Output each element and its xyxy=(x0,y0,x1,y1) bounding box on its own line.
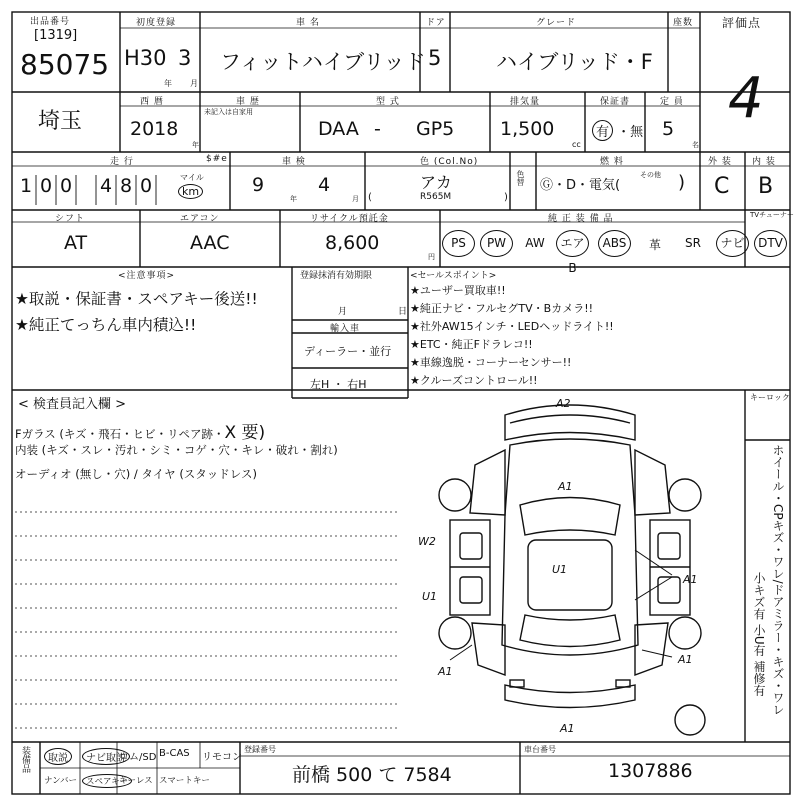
doors-value: 5 xyxy=(428,46,442,70)
sale-point: ★純正ナビ・フルセグTV・Bカメラ!! xyxy=(410,302,594,315)
mileage-label: 走 行 xyxy=(110,157,134,167)
seat-label: 座数 xyxy=(673,18,694,28)
handle-sep: ・ xyxy=(332,378,344,391)
keylock-label: キーロック xyxy=(750,393,790,402)
inspection-year: 9 xyxy=(252,174,265,196)
accessory-item xyxy=(44,774,77,786)
inspection-line-audio: オーディオ (無し・穴) / タイヤ (スタッドレス) xyxy=(15,467,257,481)
equip-label: 純 正 装 備 品 xyxy=(548,214,614,224)
ac-value: AAC xyxy=(190,232,230,254)
first-reg-era: H30 xyxy=(124,46,167,70)
model-label: 車 名 xyxy=(296,18,320,28)
score-label: 評価点 xyxy=(722,16,762,30)
mileage-digit: 0 xyxy=(59,175,73,197)
inspection-glass-text: Fガラス (キズ・飛石・ヒビ・リペア跡・ xyxy=(15,427,225,441)
first-reg-year-unit: 年 xyxy=(164,79,172,88)
first-reg-month-unit: 月 xyxy=(190,79,198,88)
color-code: R565M xyxy=(420,192,452,202)
color-name: アカ xyxy=(420,173,452,192)
shift-value: AT xyxy=(64,232,88,254)
inspection-glass-mark: X 要) xyxy=(224,423,266,443)
reg-number-label: 登録番号 xyxy=(244,745,276,754)
interior-grade: B xyxy=(758,174,774,199)
tuner-label: TVチューナー xyxy=(750,211,794,219)
capacity-label: 定 員 xyxy=(660,97,684,107)
car-diagram xyxy=(410,395,740,740)
lot-bracket: [1319] xyxy=(34,28,78,43)
mileage-digit: 0 xyxy=(39,175,53,197)
inspection-month-unit: 月 xyxy=(352,195,359,203)
reg-day-unit: 日 xyxy=(398,307,408,317)
damage-mark: A1 xyxy=(678,653,693,666)
equipment-item: SR xyxy=(685,236,701,250)
caution-label: <注意事項> xyxy=(118,271,176,281)
sale-point: ★車線逸脱・コーナーセンサー!! xyxy=(410,356,572,369)
equipment-item: PS xyxy=(442,230,475,257)
chassis-label: 車台番号 xyxy=(524,745,556,754)
inspection-month: 4 xyxy=(318,174,331,196)
capacity-unit: 名 xyxy=(692,141,699,149)
accessory-label-text: キーレス xyxy=(119,776,153,786)
fuel-other: その他 xyxy=(640,171,661,179)
color-label: 色 (Col.No) xyxy=(420,157,479,167)
warranty-options xyxy=(592,120,643,141)
sale-point: ★ETC・純正Fドラレコ!! xyxy=(410,338,533,351)
type-label: 型 式 xyxy=(376,97,400,107)
interior-label: 内 装 xyxy=(752,157,776,167)
accessory-label-text: ナンバー xyxy=(44,776,77,786)
side-note-2: 小キズ有 小U有 補修有 xyxy=(752,572,766,697)
damage-mark: A1 xyxy=(438,665,453,678)
type-prefix: DAA xyxy=(318,118,359,140)
equipment-item: DTV xyxy=(754,230,787,257)
cc-unit: cc xyxy=(572,140,581,149)
handle-left: 左H xyxy=(310,378,330,391)
reg-expiry-label: 登録抹消有効期限 xyxy=(300,271,373,281)
side-note-1: ホイール・CPキズ・ワレ/ドアミラー・キズ・ワレ xyxy=(771,444,785,716)
western-year: 2018 xyxy=(130,118,179,140)
mile-label: マイル xyxy=(180,173,204,182)
accessory-label: 装備品 xyxy=(20,746,30,773)
grade-value: ハイブリッド・F xyxy=(496,50,653,74)
accessory-label-text: リモコン xyxy=(202,752,242,763)
accessory-label-text: ナビ取説 xyxy=(82,748,130,765)
recycle-value: 8,600 xyxy=(325,232,380,254)
accessory-label-text: スマートキー xyxy=(159,776,210,786)
sale-point: ★ユーザー買取車!! xyxy=(410,284,506,297)
displacement: 1,500 xyxy=(500,118,555,140)
equipment-item: 革 xyxy=(648,238,661,252)
mileage-digit: 8 xyxy=(119,175,133,197)
accessory-label-text: 取説 xyxy=(44,748,72,765)
lot-number: 85075 xyxy=(20,48,110,81)
mileage-digit: 1 xyxy=(19,175,33,197)
import-type: ディーラー・並行 xyxy=(304,345,392,358)
equipment-item: エアB xyxy=(556,230,589,257)
equipment-item: PW xyxy=(480,230,513,257)
mileage-digit: 0 xyxy=(139,175,153,197)
accessory-item xyxy=(202,748,242,763)
inspection-label: 車 検 xyxy=(282,157,306,167)
damage-mark: A1 xyxy=(683,573,698,586)
venue-label: 出品番号 xyxy=(30,17,71,27)
accessory-label-text: ロム/SD xyxy=(119,752,157,763)
import-label: 輸入車 xyxy=(330,324,361,334)
chassis-number: 1307886 xyxy=(608,760,693,782)
exterior-grade: C xyxy=(714,174,730,199)
capacity: 5 xyxy=(662,118,675,140)
damage-mark: A1 xyxy=(558,480,573,493)
western-year-label: 西 暦 xyxy=(140,97,164,107)
inspection-line-interior: 内装 (キズ・スレ・汚れ・シミ・コゲ・穴・キレ・破れ・割れ) xyxy=(15,443,338,457)
inspection-line-glass xyxy=(15,418,265,443)
displacement-label: 排気量 xyxy=(510,97,541,107)
accessory-item xyxy=(119,748,156,763)
warranty-no: 無 xyxy=(630,125,644,140)
fuel-options: Ⓖ・D・電気( xyxy=(540,178,621,193)
inspection-title: < 検査員記入欄 > xyxy=(18,397,127,412)
warranty-yes: 有 xyxy=(592,120,613,141)
reg-month-unit: 月 xyxy=(338,307,348,317)
km-label xyxy=(178,184,203,199)
model-name: フィットハイブリッド xyxy=(220,50,426,74)
accessory-label-text: スペアキー xyxy=(82,774,132,788)
doors-label: ドア xyxy=(426,18,446,28)
damage-mark: A2 xyxy=(556,397,571,410)
fuel-type-label: 燃 料 xyxy=(600,157,624,167)
accessory-label-text: B-CAS xyxy=(159,748,190,759)
shift-label: シフト xyxy=(55,214,86,224)
first-reg-label: 初度登録 xyxy=(136,18,177,28)
sale-point: ★社外AW15インチ・LEDヘッドライト!! xyxy=(410,320,614,333)
damage-mark: U1 xyxy=(552,563,568,576)
accessory-item xyxy=(159,748,190,759)
mileage-digit: 4 xyxy=(99,175,113,197)
km-circled: km xyxy=(178,184,203,199)
caution-line: ★純正てっちん車内積込!! xyxy=(15,316,197,334)
damage-mark: W2 xyxy=(418,535,436,548)
caution-line: ★取説・保証書・スペアキー後送!! xyxy=(15,290,258,308)
reg-number: 前橋 500 て 7584 xyxy=(292,764,452,786)
accessory-item xyxy=(44,748,72,765)
color-paren-close: ) xyxy=(504,192,508,203)
sale-point: ★クルーズコントロール!! xyxy=(410,374,538,387)
handle-right: 右H xyxy=(347,378,367,391)
damage-mark: U1 xyxy=(422,590,438,603)
western-year-unit: 年 xyxy=(192,141,199,149)
equipment-item: AW xyxy=(525,236,545,250)
damage-mark: A1 xyxy=(560,722,575,735)
recycle-label: リサイクル預託金 xyxy=(310,214,389,224)
grade-label: グレード xyxy=(536,18,577,28)
sale-label: <セールスポイント> xyxy=(410,271,497,281)
yen-unit: 円 xyxy=(428,253,435,261)
inspection-year-unit: 年 xyxy=(290,195,297,203)
color-paren-open: ( xyxy=(368,192,372,203)
first-reg-month: 3 xyxy=(178,46,192,70)
region: 埼玉 xyxy=(38,109,83,134)
handle-options xyxy=(310,376,367,392)
fuel-close: ) xyxy=(678,172,686,193)
ac-label: エアコン xyxy=(180,214,220,224)
history-note: 未記入は自家用 xyxy=(204,108,253,116)
color-change-label: 色替 xyxy=(516,170,525,186)
accessory-item xyxy=(159,774,210,786)
equipment-item: ナビ xyxy=(716,230,749,257)
type-code: GP5 xyxy=(416,118,455,140)
score-value: 4 xyxy=(728,66,764,131)
warranty-label: 保証書 xyxy=(600,97,631,107)
history-label: 車 歴 xyxy=(236,97,260,107)
type-dash: - xyxy=(374,118,381,140)
accessory-item xyxy=(119,774,153,786)
equipment-item: ABS xyxy=(598,230,631,257)
fuel-mark-label: $#e xyxy=(206,154,228,164)
warranty-sep: ・ xyxy=(617,125,631,140)
exterior-label: 外 装 xyxy=(708,157,732,167)
